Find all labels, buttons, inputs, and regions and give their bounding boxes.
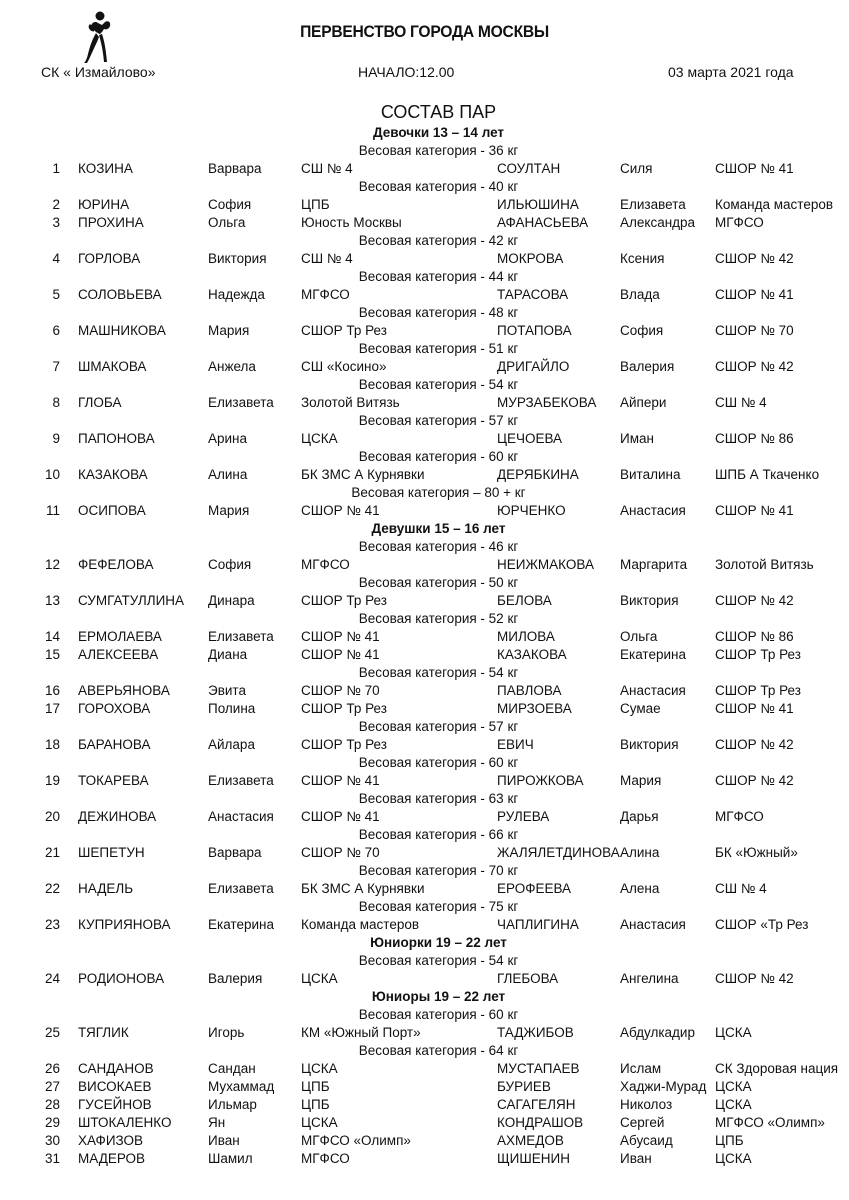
weight-category-heading: Весовая категория - 57 кг — [358, 719, 519, 734]
red-corner-club: ЦСКА — [301, 971, 338, 986]
blue-corner-club: МГФСО — [715, 809, 764, 824]
red-corner-name: Диана — [208, 647, 248, 662]
blue-corner-club: БК «Южный» — [715, 845, 798, 860]
red-corner-club: ЦСКА — [301, 1115, 338, 1130]
pairing-row — [0, 1150, 849, 1168]
bout-number: 8 — [52, 395, 60, 410]
red-corner-club: МГФСО «Олимп» — [301, 1133, 411, 1148]
red-corner-surname: ПАПОНОВА — [78, 431, 155, 446]
blue-corner-name: Абусаид — [620, 1133, 673, 1148]
blue-corner-club: Золотой Витязь — [715, 557, 814, 572]
blue-corner-surname: БЕЛОВА — [497, 593, 552, 608]
page-title: ПЕРВЕНСТВО ГОРОДА МОСКВЫ — [300, 22, 549, 41]
red-corner-surname: АЛЕКСЕЕВА — [78, 647, 159, 662]
blue-corner-club: ЦСКА — [715, 1097, 752, 1112]
blue-corner-surname: МИРЗОЕВА — [497, 701, 572, 716]
red-corner-name: Мария — [208, 323, 250, 338]
bout-number: 6 — [52, 323, 60, 338]
blue-corner-club: СШ № 4 — [715, 881, 767, 896]
bout-number: 12 — [44, 557, 60, 572]
pairing-row — [0, 682, 849, 700]
red-corner-club: СШОР Тр Рез — [301, 737, 387, 752]
blue-corner-club: СШОР № 42 — [715, 251, 794, 266]
bout-number: 13 — [44, 593, 60, 608]
red-corner-name: Елизавета — [208, 881, 274, 896]
red-corner-name: Айлара — [208, 737, 255, 752]
red-corner-club: СШОР Тр Рез — [301, 323, 387, 338]
red-corner-surname: СУМГАТУЛЛИНА — [78, 593, 185, 608]
red-corner-club: СШОР Тр Рез — [301, 593, 387, 608]
red-corner-name: Ян — [208, 1115, 226, 1130]
red-corner-club: СШОР № 70 — [301, 683, 380, 698]
blue-corner-surname: КОНДРАШОВ — [497, 1115, 584, 1130]
weight-category-heading: Весовая категория - 48 кг — [358, 305, 519, 320]
pairing-row — [0, 1114, 849, 1132]
blue-corner-club: СШОР № 42 — [715, 737, 794, 752]
pairing-row — [0, 772, 849, 790]
pairing-row — [0, 1024, 849, 1042]
blue-corner-club: ШПБ А Ткаченко — [715, 467, 820, 482]
weight-category-heading: Весовая категория - 64 кг — [358, 1043, 519, 1058]
red-corner-name: Екатерина — [208, 917, 274, 932]
blue-corner-club: СШОР № 42 — [715, 359, 794, 374]
blue-corner-name: Ангелина — [620, 971, 679, 986]
blue-corner-club: СШОР № 41 — [715, 503, 794, 518]
blue-corner-club: СШОР № 86 — [715, 629, 794, 644]
blue-corner-surname: ДРИГАЙЛО — [497, 359, 570, 374]
blue-corner-surname: КАЗАКОВА — [497, 647, 567, 662]
blue-corner-club: ЦСКА — [715, 1025, 752, 1040]
red-corner-name: Сандан — [208, 1061, 256, 1076]
blue-corner-club: ЦПБ — [715, 1133, 744, 1148]
weight-category-heading: Весовая категория – 80 + кг — [351, 485, 526, 500]
red-corner-club: СШ «Косино» — [301, 359, 387, 374]
age-group-heading: Девушки 15 – 16 лет — [371, 521, 506, 536]
red-corner-name: София — [208, 557, 252, 572]
blue-corner-name: Ислам — [620, 1061, 662, 1076]
red-corner-surname: БАРАНОВА — [78, 737, 151, 752]
pairing-row — [0, 196, 849, 214]
red-corner-club: СШОР № 41 — [301, 773, 380, 788]
red-corner-name: Игорь — [208, 1025, 245, 1040]
red-corner-name: Елизавета — [208, 629, 274, 644]
bout-number: 26 — [44, 1061, 60, 1076]
weight-category-heading: Весовая категория - 50 кг — [358, 575, 519, 590]
bout-number: 7 — [52, 359, 60, 374]
blue-corner-name: Силя — [620, 161, 653, 176]
blue-corner-name: Николоз — [620, 1097, 673, 1112]
blue-corner-club: ЦСКА — [715, 1151, 752, 1166]
blue-corner-club: СШОР Тр Рез — [715, 647, 801, 662]
red-corner-surname: ЕРМОЛАЕВА — [78, 629, 162, 644]
bout-number: 27 — [44, 1079, 60, 1094]
blue-corner-club: СШОР «Тр Рез — [715, 917, 809, 932]
pairing-row — [0, 502, 849, 520]
red-corner-surname: ПРОХИНА — [78, 215, 144, 230]
blue-corner-club: СК Здоровая нация — [715, 1061, 839, 1076]
blue-corner-surname: ТАДЖИБОВ — [497, 1025, 574, 1040]
weight-category-heading: Весовая категория - 75 кг — [358, 899, 519, 914]
blue-corner-surname: ЖАЛЯЛЕТДИНОВА — [497, 845, 620, 860]
red-corner-club: СШОР № 41 — [301, 647, 380, 662]
red-corner-name: Анастасия — [208, 809, 274, 824]
bout-number: 18 — [44, 737, 60, 752]
document-subtitle: СОСТАВ ПАР — [380, 102, 497, 122]
red-corner-name: Ольга — [208, 215, 246, 230]
red-corner-club: ЦСКА — [301, 1061, 338, 1076]
red-corner-surname: ТОКАРЕВА — [78, 773, 149, 788]
weight-category-heading: Весовая категория - 42 кг — [358, 233, 519, 248]
blue-corner-name: Анастасия — [620, 683, 686, 698]
weight-category-heading: Весовая категория - 60 кг — [358, 755, 519, 770]
bout-number: 11 — [45, 503, 60, 518]
blue-corner-surname: МИЛОВА — [497, 629, 555, 644]
blue-corner-name: Анастасия — [620, 503, 686, 518]
weight-category-heading: Весовая категория - 60 кг — [358, 449, 519, 464]
red-corner-surname: МАДЕРОВ — [78, 1151, 146, 1166]
blue-corner-name: Анастасия — [620, 917, 686, 932]
pairing-row — [0, 466, 849, 484]
red-corner-club: МГФСО — [301, 1151, 350, 1166]
red-corner-surname: НАДЕЛЬ — [78, 881, 134, 896]
pairing-row — [0, 880, 849, 898]
red-corner-name: Валерия — [208, 971, 263, 986]
pairing-row — [0, 736, 849, 754]
red-corner-club: СШОР Тр Рез — [301, 701, 387, 716]
red-corner-club: КМ «Южный Порт» — [301, 1025, 421, 1040]
red-corner-club: СШОР № 70 — [301, 845, 380, 860]
pairing-row — [0, 250, 849, 268]
bout-number: 14 — [44, 629, 60, 644]
red-corner-club: СШОР № 41 — [301, 809, 380, 824]
red-corner-club: Команда мастеров — [301, 917, 420, 932]
red-corner-surname: ЮРИНА — [78, 197, 130, 212]
bout-number: 19 — [44, 773, 60, 788]
blue-corner-club: СШОР № 70 — [715, 323, 794, 338]
weight-category-heading: Весовая категория - 51 кг — [358, 341, 519, 356]
blue-corner-surname: ЩИШЕНИН — [497, 1151, 570, 1166]
blue-corner-name: Алина — [620, 845, 660, 860]
bout-number: 15 — [44, 647, 60, 662]
blue-corner-name: Ксения — [620, 251, 665, 266]
blue-corner-club: ЦСКА — [715, 1079, 752, 1094]
weight-category-heading: Весовая категория - 36 кг — [358, 143, 519, 158]
bout-number: 9 — [52, 431, 60, 446]
blue-corner-club: СШ № 4 — [715, 395, 767, 410]
blue-corner-surname: ЦЕЧОЕВА — [497, 431, 563, 446]
blue-corner-surname: ЮРЧЕНКО — [497, 503, 566, 518]
pairing-row — [0, 1078, 849, 1096]
blue-corner-surname: МУСТАПАЕВ — [497, 1061, 580, 1076]
red-corner-club: Юность Москвы — [301, 215, 402, 230]
red-corner-surname: РОДИОНОВА — [78, 971, 165, 986]
blue-corner-club: СШОР № 42 — [715, 593, 794, 608]
red-corner-surname: ГОРОХОВА — [78, 701, 151, 716]
blue-corner-surname: ПОТАПОВА — [497, 323, 572, 338]
weight-category-heading: Весовая категория - 63 кг — [358, 791, 519, 806]
weight-category-heading: Весовая категория - 46 кг — [358, 539, 519, 554]
pairing-row — [0, 358, 849, 376]
pairing-row — [0, 556, 849, 574]
red-corner-name: Эвита — [208, 683, 246, 698]
age-group-heading: Юниорки 19 – 22 лет — [370, 935, 507, 950]
blue-corner-club: МГФСО «Олимп» — [715, 1115, 825, 1130]
red-corner-name: София — [208, 197, 252, 212]
red-corner-club: ЦПБ — [301, 197, 330, 212]
blue-corner-name: Маргарита — [620, 557, 688, 572]
weight-category-heading: Весовая категория - 54 кг — [358, 377, 519, 392]
blue-corner-surname: АФАНАСЬЕВА — [497, 215, 589, 230]
blue-corner-name: Ольга — [620, 629, 658, 644]
red-corner-surname: ВИСОКАЕВ — [78, 1079, 152, 1094]
pairing-row — [0, 322, 849, 340]
weight-category-heading: Весовая категория - 40 кг — [358, 179, 519, 194]
bout-number: 28 — [44, 1097, 60, 1112]
weight-category-heading: Весовая категория - 54 кг — [358, 953, 519, 968]
bout-number: 1 — [52, 161, 60, 176]
red-corner-surname: ТЯГЛИК — [78, 1025, 129, 1040]
red-corner-surname: САНДАНОВ — [78, 1061, 154, 1076]
pairing-row — [0, 394, 849, 412]
blue-corner-club: СШОР Тр Рез — [715, 683, 801, 698]
blue-corner-surname: ИЛЬЮШИНА — [497, 197, 579, 212]
red-corner-club: ЦПБ — [301, 1079, 330, 1094]
blue-corner-name: Виктория — [620, 593, 679, 608]
pairing-row — [0, 1132, 849, 1150]
weight-category-heading: Весовая категория - 44 кг — [358, 269, 519, 284]
weight-category-heading: Весовая категория - 52 кг — [358, 611, 519, 626]
red-corner-club: СШОР № 41 — [301, 629, 380, 644]
red-corner-club: ЦСКА — [301, 431, 338, 446]
bout-number: 4 — [52, 251, 60, 266]
blue-corner-club: Команда мастеров — [715, 197, 834, 212]
age-group-heading: Девочки 13 – 14 лет — [372, 125, 505, 140]
red-corner-club: СШ № 4 — [301, 251, 353, 266]
blue-corner-name: Хаджи-Мурад — [620, 1079, 707, 1094]
blue-corner-surname: ЕРОФЕЕВА — [497, 881, 572, 896]
blue-corner-surname: САГАГЕЛЯН — [497, 1097, 576, 1112]
bout-number: 31 — [44, 1151, 60, 1166]
event-date: 03 марта 2021 года — [668, 64, 794, 80]
bout-number: 17 — [44, 701, 60, 716]
bout-number: 10 — [44, 467, 60, 482]
blue-corner-surname: ПАВЛОВА — [497, 683, 562, 698]
red-corner-name: Елизавета — [208, 395, 274, 410]
blue-corner-name: Дарья — [620, 809, 659, 824]
red-corner-surname: ХАФИЗОВ — [78, 1133, 144, 1148]
pairing-row — [0, 970, 849, 988]
red-corner-name: Анжела — [208, 359, 256, 374]
blue-corner-name: Иван — [620, 1151, 652, 1166]
red-corner-surname: КАЗАКОВА — [78, 467, 148, 482]
blue-corner-surname: ТАРАСОВА — [497, 287, 569, 302]
blue-corner-name: Александра — [620, 215, 696, 230]
blue-corner-name: Абдулкадир — [620, 1025, 695, 1040]
red-corner-name: Полина — [208, 701, 256, 716]
bout-number: 21 — [44, 845, 60, 860]
blue-corner-name: Алена — [620, 881, 660, 896]
pairing-row — [0, 1060, 849, 1078]
red-corner-club: БК ЗМС А Курнявки — [301, 467, 425, 482]
pairing-row — [0, 430, 849, 448]
pairing-row — [0, 916, 849, 934]
red-corner-club: СШ № 4 — [301, 161, 353, 176]
pairing-row — [0, 646, 849, 664]
red-corner-surname: ОСИПОВА — [78, 503, 146, 518]
blue-corner-surname: ЕВИЧ — [497, 737, 534, 752]
red-corner-surname: ГОРЛОВА — [78, 251, 141, 266]
red-corner-name: Ильмар — [208, 1097, 257, 1112]
red-corner-surname: ШТОКАЛЕНКО — [78, 1115, 172, 1130]
bout-number: 2 — [52, 197, 60, 212]
red-corner-name: Мухаммад — [208, 1079, 275, 1094]
red-corner-name: Алина — [208, 467, 248, 482]
pairing-row — [0, 628, 849, 646]
blue-corner-name: София — [620, 323, 664, 338]
blue-corner-name: Мария — [620, 773, 662, 788]
pairing-row — [0, 286, 849, 304]
blue-corner-surname: РУЛЕВА — [497, 809, 550, 824]
red-corner-club: МГФСО — [301, 287, 350, 302]
weight-category-heading: Весовая категория - 57 кг — [358, 413, 519, 428]
blue-corner-name: Айпери — [620, 395, 667, 410]
blue-corner-name: Валерия — [620, 359, 675, 374]
weight-category-heading: Весовая категория - 54 кг — [358, 665, 519, 680]
start-time: НАЧАЛО:12.00 — [358, 64, 455, 80]
blue-corner-name: Виталина — [620, 467, 681, 482]
blue-corner-name: Сумае — [620, 701, 661, 716]
blue-corner-club: МГФСО — [715, 215, 764, 230]
blue-corner-surname: ПИРОЖКОВА — [497, 773, 584, 788]
red-corner-name: Иван — [208, 1133, 240, 1148]
pairing-row — [0, 214, 849, 232]
red-corner-surname: МАШНИКОВА — [78, 323, 166, 338]
bout-number: 29 — [44, 1115, 60, 1130]
red-corner-club: Золотой Витязь — [301, 395, 400, 410]
bout-number: 23 — [44, 917, 60, 932]
blue-corner-surname: МУРЗАБЕКОВА — [497, 395, 597, 410]
red-corner-surname: АВЕРЬЯНОВА — [78, 683, 170, 698]
red-corner-club: ЦПБ — [301, 1097, 330, 1112]
bout-number: 16 — [44, 683, 60, 698]
red-corner-name: Арина — [208, 431, 248, 446]
red-corner-surname: КУПРИЯНОВА — [78, 917, 171, 932]
blue-corner-surname: СОУЛТАН — [497, 161, 561, 176]
pairing-row — [0, 1096, 849, 1114]
red-corner-name: Елизавета — [208, 773, 274, 788]
red-corner-club: МГФСО — [301, 557, 350, 572]
blue-corner-name: Иман — [620, 431, 654, 446]
blue-corner-surname: ЧАПЛИГИНА — [497, 917, 579, 932]
red-corner-surname: ГЛОБА — [78, 395, 122, 410]
bout-number: 30 — [44, 1133, 60, 1148]
red-corner-name: Виктория — [208, 251, 267, 266]
blue-corner-name: Сергей — [620, 1115, 665, 1130]
weight-category-heading: Весовая категория - 66 кг — [358, 827, 519, 842]
blue-corner-surname: НЕИЖМАКОВА — [497, 557, 594, 572]
red-corner-name: Надежда — [208, 287, 265, 302]
blue-corner-club: СШОР № 86 — [715, 431, 794, 446]
red-corner-club: БК ЗМС А Курнявки — [301, 881, 425, 896]
blue-corner-surname: ГЛЕБОВА — [497, 971, 559, 986]
organizer-club: СК « Измайлово» — [41, 64, 156, 80]
blue-corner-club: СШОР № 41 — [715, 287, 794, 302]
red-corner-surname: СОЛОВЬЕВА — [78, 287, 162, 302]
bout-number: 5 — [52, 287, 60, 302]
blue-corner-name: Елизавета — [620, 197, 686, 212]
blue-corner-surname: МОКРОВА — [497, 251, 564, 266]
bout-number: 25 — [44, 1025, 60, 1040]
blue-corner-name: Виктория — [620, 737, 679, 752]
pairing-row — [0, 808, 849, 826]
red-corner-surname: КОЗИНА — [78, 161, 133, 176]
red-corner-name: Мария — [208, 503, 250, 518]
blue-corner-club: СШОР № 42 — [715, 773, 794, 788]
bout-number: 24 — [44, 971, 60, 986]
blue-corner-surname: АХМЕДОВ — [497, 1133, 564, 1148]
blue-corner-name: Екатерина — [620, 647, 686, 662]
red-corner-name: Варвара — [208, 845, 262, 860]
red-corner-surname: ДЕЖИНОВА — [78, 809, 157, 824]
blue-corner-club: СШОР № 41 — [715, 701, 794, 716]
red-corner-surname: ШЕПЕТУН — [78, 845, 145, 860]
red-corner-club: СШОР № 41 — [301, 503, 380, 518]
red-corner-name: Шамил — [208, 1151, 253, 1166]
blue-corner-club: СШОР № 42 — [715, 971, 794, 986]
red-corner-surname: ФЕФЕЛОВА — [78, 557, 154, 572]
pairing-row — [0, 592, 849, 610]
blue-corner-surname: ДЕРЯБКИНА — [497, 467, 579, 482]
bout-number: 22 — [44, 881, 60, 896]
blue-corner-surname: БУРИЕВ — [497, 1079, 551, 1094]
weight-category-heading: Весовая категория - 60 кг — [358, 1007, 519, 1022]
blue-corner-name: Влада — [620, 287, 660, 302]
red-corner-name: Динара — [208, 593, 255, 608]
red-corner-surname: ГУСЕЙНОВ — [78, 1097, 152, 1112]
red-corner-surname: ШМАКОВА — [78, 359, 147, 374]
weight-category-heading: Весовая категория - 70 кг — [358, 863, 519, 878]
age-group-heading: Юниоры 19 – 22 лет — [371, 989, 506, 1004]
red-corner-name: Варвара — [208, 161, 262, 176]
blue-corner-club: СШОР № 41 — [715, 161, 794, 176]
bout-number: 3 — [52, 215, 60, 230]
bout-number: 20 — [44, 809, 60, 824]
pairing-row — [0, 700, 849, 718]
pairing-row — [0, 844, 849, 862]
pairing-row — [0, 160, 849, 178]
